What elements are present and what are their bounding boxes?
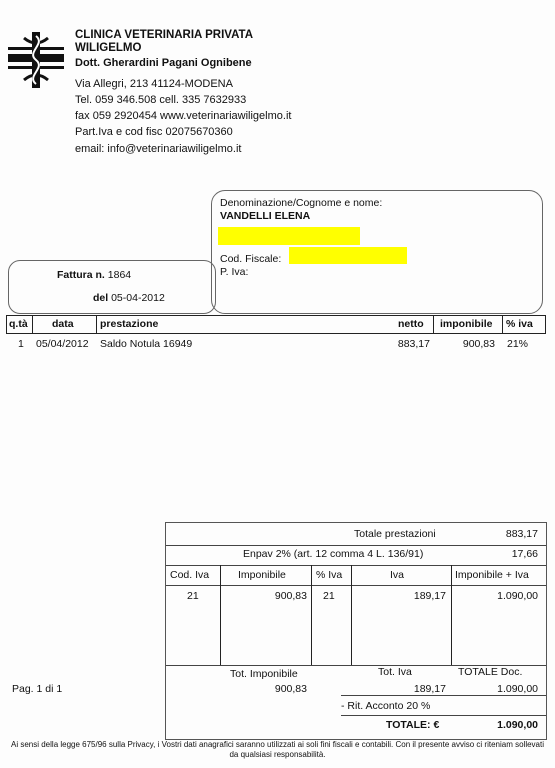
row-service: Saldo Notula 16949 bbox=[100, 338, 193, 350]
tot-imponibile-value: 900,83 bbox=[274, 683, 307, 695]
row-iva-pct: 21% bbox=[507, 338, 529, 350]
client-name-label: Denominazione/Cognome e nome: bbox=[220, 197, 383, 209]
client-name: VANDELLI ELENA bbox=[220, 210, 311, 222]
vat-pct: 21 bbox=[323, 590, 335, 602]
vat-cod: 21 bbox=[187, 590, 199, 602]
totale-doc-value: 1.090,00 bbox=[497, 683, 538, 695]
enpav-label: Enpav 2% (art. 12 comma 4 L. 136/91) bbox=[243, 548, 424, 560]
row-imponibile: 900,83 bbox=[462, 338, 495, 350]
vat-imp-iva: 1.090,00 bbox=[497, 590, 538, 602]
invoice-date-label: del bbox=[93, 292, 109, 304]
enpav-value: 17,66 bbox=[511, 548, 538, 560]
vat-iva: 189,17 bbox=[413, 590, 446, 602]
page-number: Pag. 1 di 1 bbox=[12, 683, 63, 695]
col-prestazione: prestazione bbox=[100, 318, 159, 330]
doctor-name: Dott. Gherardini Pagani Ognibene bbox=[75, 57, 252, 69]
privacy-note: Ai sensi della legge 675/96 sulla Privacy, i Vostri dati anagrafici saranno utilizzati ai soli fini fiscali e contabili. Con il presente avviso ci riteniam sollevati da qualsiasi responsabilità. bbox=[11, 740, 544, 759]
client-piva-label: P. Iva: bbox=[220, 266, 249, 278]
col-iva-amount: Iva bbox=[390, 569, 405, 581]
clinic-name-line2: WILIGELMO bbox=[75, 42, 142, 54]
invoice-date bbox=[93, 292, 165, 304]
col-imp-plus-iva: Imponibile + Iva bbox=[455, 569, 529, 581]
redacted-cf bbox=[289, 247, 407, 264]
col-qty: q.tà bbox=[9, 318, 28, 330]
client-cf-label: Cod. Fiscale: bbox=[220, 253, 282, 265]
clinic-email: email: info@veterinariawiligelmo.it bbox=[75, 143, 242, 155]
tot-iva-value: 189,17 bbox=[413, 683, 446, 695]
redacted-address bbox=[218, 227, 360, 245]
rit-acconto-label: - Rit. Acconto 20 % bbox=[341, 700, 431, 712]
invoice-number-label: Fattura n. bbox=[57, 269, 105, 281]
col-data: data bbox=[52, 318, 74, 330]
clinic-vat: Part.Iva e cod fisc 02075670360 bbox=[75, 126, 233, 138]
invoice-number bbox=[57, 269, 131, 281]
clinic-logo-icon bbox=[6, 30, 66, 90]
clinic-phones: Tel. 059 346.508 cell. 335 7632933 bbox=[75, 94, 247, 106]
clinic-name bbox=[75, 29, 253, 55]
totale-value: 1.090,00 bbox=[497, 719, 538, 731]
tot-iva-label: Tot. Iva bbox=[378, 666, 412, 678]
row-date: 05/04/2012 bbox=[36, 338, 89, 350]
clinic-name-line1: CLINICA VETERINARIA PRIVATA bbox=[75, 29, 254, 41]
totale-label: TOTALE: € bbox=[386, 719, 440, 731]
col-netto: netto bbox=[398, 318, 424, 330]
col-pct-iva: % Iva bbox=[316, 569, 343, 581]
tot-imponibile-label: Tot. Imponibile bbox=[230, 668, 298, 680]
col-cod-iva: Cod. Iva bbox=[170, 569, 210, 581]
clinic-fax-web: fax 059 2920454 www.veterinariawiligelmo.it bbox=[75, 110, 292, 122]
col-iva: % iva bbox=[506, 318, 533, 330]
totale-prestazioni-value: 883,17 bbox=[505, 528, 538, 540]
vat-imponibile: 900,83 bbox=[274, 590, 307, 602]
col-imponibile: imponibile bbox=[440, 318, 493, 330]
col-tot-imponibile: Imponibile bbox=[238, 569, 286, 581]
invoice-date-value: 05-04-2012 bbox=[111, 292, 165, 304]
totale-prestazioni-label: Totale prestazioni bbox=[354, 528, 436, 540]
clinic-address: Via Allegri, 213 41124-MODENA bbox=[75, 78, 233, 90]
row-qty: 1 bbox=[18, 338, 24, 350]
invoice-number-value: 1864 bbox=[107, 269, 132, 281]
totale-doc-label: TOTALE Doc. bbox=[458, 666, 523, 678]
row-netto: 883,17 bbox=[397, 338, 430, 350]
